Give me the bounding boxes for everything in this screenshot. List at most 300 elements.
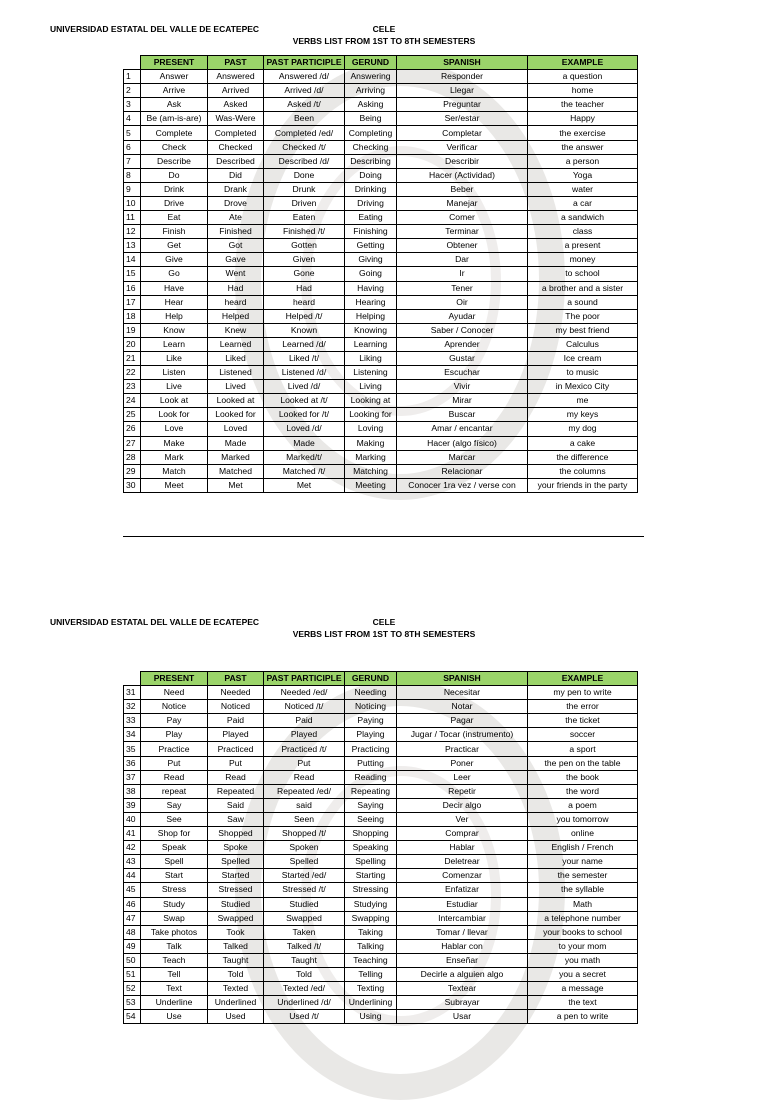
- cell-present: Text: [141, 982, 208, 996]
- table-row: [124, 422, 638, 436]
- cell-gerund: Studying: [345, 897, 397, 911]
- row-number: 43: [124, 855, 141, 869]
- row-number: 39: [124, 798, 141, 812]
- table-row: [124, 869, 638, 883]
- table-row: [124, 168, 638, 182]
- cell-gerund: Matching: [345, 464, 397, 478]
- cell-past: heard: [208, 295, 264, 309]
- table-row: [124, 953, 638, 967]
- cell-example: a sandwich: [528, 211, 638, 225]
- cell-spanish: Comprar: [397, 827, 528, 841]
- cell-spanish: Intercambiar: [397, 911, 528, 925]
- cell-past-participle: Spelled: [264, 855, 345, 869]
- row-number: 11: [124, 211, 141, 225]
- cell-past: Started: [208, 869, 264, 883]
- row-number: 2: [124, 84, 141, 98]
- table-row: [124, 140, 638, 154]
- cell-past: Listened: [208, 366, 264, 380]
- table-row: [124, 351, 638, 365]
- cell-spanish: Beber: [397, 182, 528, 196]
- cell-gerund: Arriving: [345, 84, 397, 98]
- cell-spanish: Leer: [397, 770, 528, 784]
- cell-past-participle: Had: [264, 281, 345, 295]
- cell-past: Taught: [208, 953, 264, 967]
- table-row: [124, 897, 638, 911]
- row-number: 12: [124, 225, 141, 239]
- cell-example: to music: [528, 366, 638, 380]
- cell-past: Went: [208, 267, 264, 281]
- table-row: [124, 478, 638, 492]
- table-row: [124, 337, 638, 351]
- cell-example: Math: [528, 897, 638, 911]
- title-verbs-list: VERBS LIST FROM 1ST TO 8TH SEMESTERS: [292, 36, 476, 46]
- cell-present: Talk: [141, 939, 208, 953]
- cell-present: Love: [141, 422, 208, 436]
- table-row: [124, 154, 638, 168]
- cell-spanish: Completar: [397, 126, 528, 140]
- column-header-spanish: SPANISH: [397, 56, 528, 70]
- cell-past-participle: Given: [264, 253, 345, 267]
- cell-past-participle: Gone: [264, 267, 345, 281]
- cell-past: Helped: [208, 309, 264, 323]
- cell-gerund: Checking: [345, 140, 397, 154]
- cell-present: Learn: [141, 337, 208, 351]
- cell-example: The poor: [528, 309, 638, 323]
- table-header-row: [124, 56, 638, 70]
- table-row: [124, 742, 638, 756]
- cell-past-participle: Helped /t/: [264, 309, 345, 323]
- column-header-gerund: GERUND: [345, 672, 397, 686]
- cell-spanish: Decir algo: [397, 798, 528, 812]
- cell-present: Make: [141, 436, 208, 450]
- cell-example: the book: [528, 770, 638, 784]
- cell-past: Noticed: [208, 700, 264, 714]
- table-row: [124, 855, 638, 869]
- table-row: [124, 1010, 638, 1024]
- cell-present: Eat: [141, 211, 208, 225]
- column-header-past: PAST: [208, 672, 264, 686]
- cell-past: Studied: [208, 897, 264, 911]
- row-number: 32: [124, 700, 141, 714]
- table-row: [124, 982, 638, 996]
- document-title: [0, 23, 768, 47]
- cell-past: Played: [208, 728, 264, 742]
- cell-past: Took: [208, 925, 264, 939]
- cell-present: Meet: [141, 478, 208, 492]
- cell-example: the pen on the table: [528, 756, 638, 770]
- cell-past: Had: [208, 281, 264, 295]
- cell-past: Completed: [208, 126, 264, 140]
- row-number: 53: [124, 996, 141, 1010]
- table-row: [124, 883, 638, 897]
- cell-past: Saw: [208, 812, 264, 826]
- row-number: 18: [124, 309, 141, 323]
- cell-present: Take photos: [141, 925, 208, 939]
- cell-past: Drove: [208, 196, 264, 210]
- row-number: 3: [124, 98, 141, 112]
- column-header-present: PRESENT: [141, 56, 208, 70]
- cell-example: the columns: [528, 464, 638, 478]
- cell-past-participle: Looked for /t/: [264, 408, 345, 422]
- cell-present: Do: [141, 168, 208, 182]
- cell-example: you a secret: [528, 967, 638, 981]
- cell-gerund: Answering: [345, 70, 397, 84]
- cell-present: Go: [141, 267, 208, 281]
- cell-spanish: Tomar / llevar: [397, 925, 528, 939]
- row-number: 4: [124, 112, 141, 126]
- cell-present: Have: [141, 281, 208, 295]
- cell-past-participle: Taken: [264, 925, 345, 939]
- cell-present: Tell: [141, 967, 208, 981]
- cell-past-participle: Paid: [264, 714, 345, 728]
- cell-present: Give: [141, 253, 208, 267]
- row-number: 40: [124, 812, 141, 826]
- row-number: 24: [124, 394, 141, 408]
- cell-spanish: Repetir: [397, 784, 528, 798]
- cell-present: Be (am-is-are): [141, 112, 208, 126]
- cell-past: Swapped: [208, 911, 264, 925]
- cell-example: a present: [528, 239, 638, 253]
- row-number: 7: [124, 154, 141, 168]
- cell-present: Shop for: [141, 827, 208, 841]
- cell-past: Told: [208, 967, 264, 981]
- cell-past-participle: Described /d/: [264, 154, 345, 168]
- cell-present: Help: [141, 309, 208, 323]
- cell-spanish: Manejar: [397, 196, 528, 210]
- cell-gerund: Making: [345, 436, 397, 450]
- cell-spanish: Tener: [397, 281, 528, 295]
- cell-present: Play: [141, 728, 208, 742]
- column-header-present: PRESENT: [141, 672, 208, 686]
- cell-spanish: Pagar: [397, 714, 528, 728]
- header-number-blank: [124, 672, 141, 686]
- cell-example: water: [528, 182, 638, 196]
- cell-example: a cake: [528, 436, 638, 450]
- cell-example: my dog: [528, 422, 638, 436]
- cell-past-participle: Known: [264, 323, 345, 337]
- cell-present: Match: [141, 464, 208, 478]
- table-row: [124, 925, 638, 939]
- cell-past: Shopped: [208, 827, 264, 841]
- row-number: 19: [124, 323, 141, 337]
- cell-past: Texted: [208, 982, 264, 996]
- row-number: 46: [124, 897, 141, 911]
- cell-spanish: Notar: [397, 700, 528, 714]
- cell-present: repeat: [141, 784, 208, 798]
- cell-gerund: Practicing: [345, 742, 397, 756]
- cell-example: a brother and a sister: [528, 281, 638, 295]
- cell-present: See: [141, 812, 208, 826]
- cell-gerund: Helping: [345, 309, 397, 323]
- university-name: UNIVERSIDAD ESTATAL DEL VALLE DE ECATEPEC: [50, 617, 260, 627]
- cell-gerund: Drinking: [345, 182, 397, 196]
- table-row: [124, 996, 638, 1010]
- row-number: 17: [124, 295, 141, 309]
- cell-spanish: Hablar: [397, 841, 528, 855]
- cell-gerund: Completing: [345, 126, 397, 140]
- table-row: [124, 380, 638, 394]
- cell-past-participle: Completed /ed/: [264, 126, 345, 140]
- table-row: [124, 98, 638, 112]
- cell-past-participle: Checked /t/: [264, 140, 345, 154]
- cell-example: the error: [528, 700, 638, 714]
- cell-gerund: Needing: [345, 686, 397, 700]
- cell-past-participle: Started /ed/: [264, 869, 345, 883]
- cell-present: Start: [141, 869, 208, 883]
- cell-example: the word: [528, 784, 638, 798]
- cell-past: Repeated: [208, 784, 264, 798]
- cell-past: Needed: [208, 686, 264, 700]
- row-number: 33: [124, 714, 141, 728]
- cell-present: Like: [141, 351, 208, 365]
- cell-past-participle: Driven: [264, 196, 345, 210]
- row-number: 25: [124, 408, 141, 422]
- cell-spanish: Aprender: [397, 337, 528, 351]
- table-row: [124, 323, 638, 337]
- cell-spanish: Ayudar: [397, 309, 528, 323]
- document-title: [0, 616, 768, 640]
- cell-gerund: Marking: [345, 450, 397, 464]
- cell-gerund: Asking: [345, 98, 397, 112]
- cell-past-participle: Eaten: [264, 211, 345, 225]
- cell-gerund: Repeating: [345, 784, 397, 798]
- cell-past-participle: Looked at /t/: [264, 394, 345, 408]
- cell-past-participle: Told: [264, 967, 345, 981]
- row-number: 38: [124, 784, 141, 798]
- cell-gerund: Saying: [345, 798, 397, 812]
- cell-gerund: Speaking: [345, 841, 397, 855]
- cell-past: Knew: [208, 323, 264, 337]
- cell-spanish: Poner: [397, 756, 528, 770]
- cell-example: English / French: [528, 841, 638, 855]
- cell-spanish: Usar: [397, 1010, 528, 1024]
- row-number: 54: [124, 1010, 141, 1024]
- cell-spanish: Hablar con: [397, 939, 528, 953]
- header-number-blank: [124, 56, 141, 70]
- cell-spanish: Llegar: [397, 84, 528, 98]
- column-header-past: PAST: [208, 56, 264, 70]
- cell-present: Look at: [141, 394, 208, 408]
- cell-past-participle: Played: [264, 728, 345, 742]
- cell-gerund: Listening: [345, 366, 397, 380]
- cell-spanish: Describir: [397, 154, 528, 168]
- cell-example: your friends in the party: [528, 478, 638, 492]
- cell-gerund: Being: [345, 112, 397, 126]
- cell-gerund: Stressing: [345, 883, 397, 897]
- cell-gerund: Getting: [345, 239, 397, 253]
- cell-past: Practiced: [208, 742, 264, 756]
- cell-past: Learned: [208, 337, 264, 351]
- table-row: [124, 112, 638, 126]
- cell-spanish: Deletrear: [397, 855, 528, 869]
- row-number: 9: [124, 182, 141, 196]
- cell-example: my pen to write: [528, 686, 638, 700]
- cell-example: a person: [528, 154, 638, 168]
- cell-example: the teacher: [528, 98, 638, 112]
- cell-past: Put: [208, 756, 264, 770]
- table-row: [124, 182, 638, 196]
- cell-spanish: Obtener: [397, 239, 528, 253]
- cell-spanish: Escuchar: [397, 366, 528, 380]
- cell-past: Marked: [208, 450, 264, 464]
- cell-past: Did: [208, 168, 264, 182]
- cell-gerund: Finishing: [345, 225, 397, 239]
- cell-spanish: Ir: [397, 267, 528, 281]
- cell-example: the answer: [528, 140, 638, 154]
- cell-spanish: Conocer 1ra vez / verse con: [397, 478, 528, 492]
- cell-spanish: Hacer (algo físico): [397, 436, 528, 450]
- cell-present: Answer: [141, 70, 208, 84]
- cell-gerund: Driving: [345, 196, 397, 210]
- cell-gerund: Living: [345, 380, 397, 394]
- title-cele: CELE: [372, 617, 396, 627]
- cell-present: Ask: [141, 98, 208, 112]
- cell-past: Spelled: [208, 855, 264, 869]
- cell-spanish: Buscar: [397, 408, 528, 422]
- cell-gerund: Learning: [345, 337, 397, 351]
- table-row: [124, 728, 638, 742]
- cell-spanish: Gustar: [397, 351, 528, 365]
- cell-past-participle: Needed /ed/: [264, 686, 345, 700]
- cell-past-participle: Spoken: [264, 841, 345, 855]
- cell-past: Checked: [208, 140, 264, 154]
- table-row: [124, 394, 638, 408]
- column-header-example: EXAMPLE: [528, 672, 638, 686]
- cell-past: Talked: [208, 939, 264, 953]
- cell-spanish: Marcar: [397, 450, 528, 464]
- cell-example: you math: [528, 953, 638, 967]
- cell-gerund: Loving: [345, 422, 397, 436]
- row-number: 23: [124, 380, 141, 394]
- cell-past: Gave: [208, 253, 264, 267]
- cell-past-participle: Been: [264, 112, 345, 126]
- university-name: UNIVERSIDAD ESTATAL DEL VALLE DE ECATEPEC: [50, 24, 260, 34]
- cell-past-participle: Answered /d/: [264, 70, 345, 84]
- cell-spanish: Practicar: [397, 742, 528, 756]
- verbs-table-2: [123, 671, 638, 1024]
- cell-gerund: Eating: [345, 211, 397, 225]
- cell-past-participle: Matched /t/: [264, 464, 345, 478]
- cell-example: to school: [528, 267, 638, 281]
- column-header-spanish: SPANISH: [397, 672, 528, 686]
- row-number: 27: [124, 436, 141, 450]
- row-number: 30: [124, 478, 141, 492]
- cell-example: me: [528, 394, 638, 408]
- cell-past-participle: Lived /d/: [264, 380, 345, 394]
- title-verbs-list: VERBS LIST FROM 1ST TO 8TH SEMESTERS: [292, 629, 476, 639]
- cell-spanish: Necesitar: [397, 686, 528, 700]
- cell-past: Stressed: [208, 883, 264, 897]
- table-row: [124, 295, 638, 309]
- table-row: [124, 700, 638, 714]
- table-row: [124, 366, 638, 380]
- cell-past: Loved: [208, 422, 264, 436]
- cell-present: Drink: [141, 182, 208, 196]
- row-number: 16: [124, 281, 141, 295]
- cell-example: Yoga: [528, 168, 638, 182]
- table-row: [124, 70, 638, 84]
- cell-present: Swap: [141, 911, 208, 925]
- column-header-past-participle: PAST PARTICIPLE: [264, 56, 345, 70]
- cell-past-participle: Stressed /t/: [264, 883, 345, 897]
- cell-past: Looked at: [208, 394, 264, 408]
- cell-present: Speak: [141, 841, 208, 855]
- cell-present: Teach: [141, 953, 208, 967]
- cell-spanish: Jugar / Tocar (instrumento): [397, 728, 528, 742]
- cell-example: the difference: [528, 450, 638, 464]
- cell-past-participle: Studied: [264, 897, 345, 911]
- cell-example: a poem: [528, 798, 638, 812]
- cell-past: Matched: [208, 464, 264, 478]
- cell-gerund: Underlining: [345, 996, 397, 1010]
- cell-gerund: Taking: [345, 925, 397, 939]
- cell-past-participle: Listened /d/: [264, 366, 345, 380]
- cell-past: Met: [208, 478, 264, 492]
- cell-past: Made: [208, 436, 264, 450]
- cell-gerund: Paying: [345, 714, 397, 728]
- cell-past-participle: said: [264, 798, 345, 812]
- cell-gerund: Hearing: [345, 295, 397, 309]
- cell-past: Spoke: [208, 841, 264, 855]
- cell-past: Underlined: [208, 996, 264, 1010]
- row-number: 48: [124, 925, 141, 939]
- cell-gerund: Having: [345, 281, 397, 295]
- table-row: [124, 770, 638, 784]
- cell-spanish: Terminar: [397, 225, 528, 239]
- cell-present: Look for: [141, 408, 208, 422]
- cell-spanish: Comenzar: [397, 869, 528, 883]
- cell-past: Was-Were: [208, 112, 264, 126]
- cell-spanish: Subrayar: [397, 996, 528, 1010]
- cell-past: Lived: [208, 380, 264, 394]
- table-row: [124, 827, 638, 841]
- cell-example: a message: [528, 982, 638, 996]
- cell-present: Finish: [141, 225, 208, 239]
- cell-example: your name: [528, 855, 638, 869]
- cell-past: Finished: [208, 225, 264, 239]
- cell-example: Ice cream: [528, 351, 638, 365]
- table-row: [124, 281, 638, 295]
- row-number: 42: [124, 841, 141, 855]
- cell-past-participle: heard: [264, 295, 345, 309]
- cell-gerund: Teaching: [345, 953, 397, 967]
- cell-gerund: Texting: [345, 982, 397, 996]
- cell-present: Complete: [141, 126, 208, 140]
- cell-past: Answered: [208, 70, 264, 84]
- cell-spanish: Preguntar: [397, 98, 528, 112]
- table-row: [124, 911, 638, 925]
- cell-past-participle: Loved /d/: [264, 422, 345, 436]
- cell-gerund: Spelling: [345, 855, 397, 869]
- row-number: 49: [124, 939, 141, 953]
- cell-gerund: Telling: [345, 967, 397, 981]
- table-row: [124, 939, 638, 953]
- row-number: 21: [124, 351, 141, 365]
- row-number: 26: [124, 422, 141, 436]
- cell-present: Need: [141, 686, 208, 700]
- row-number: 8: [124, 168, 141, 182]
- cell-example: Happy: [528, 112, 638, 126]
- table-row: [124, 450, 638, 464]
- table-row: [124, 784, 638, 798]
- cell-past-participle: Asked /t/: [264, 98, 345, 112]
- cell-gerund: Seeing: [345, 812, 397, 826]
- cell-past-participle: Arrived /d/: [264, 84, 345, 98]
- cell-past: Got: [208, 239, 264, 253]
- row-number: 28: [124, 450, 141, 464]
- cell-present: Pay: [141, 714, 208, 728]
- cell-past: Said: [208, 798, 264, 812]
